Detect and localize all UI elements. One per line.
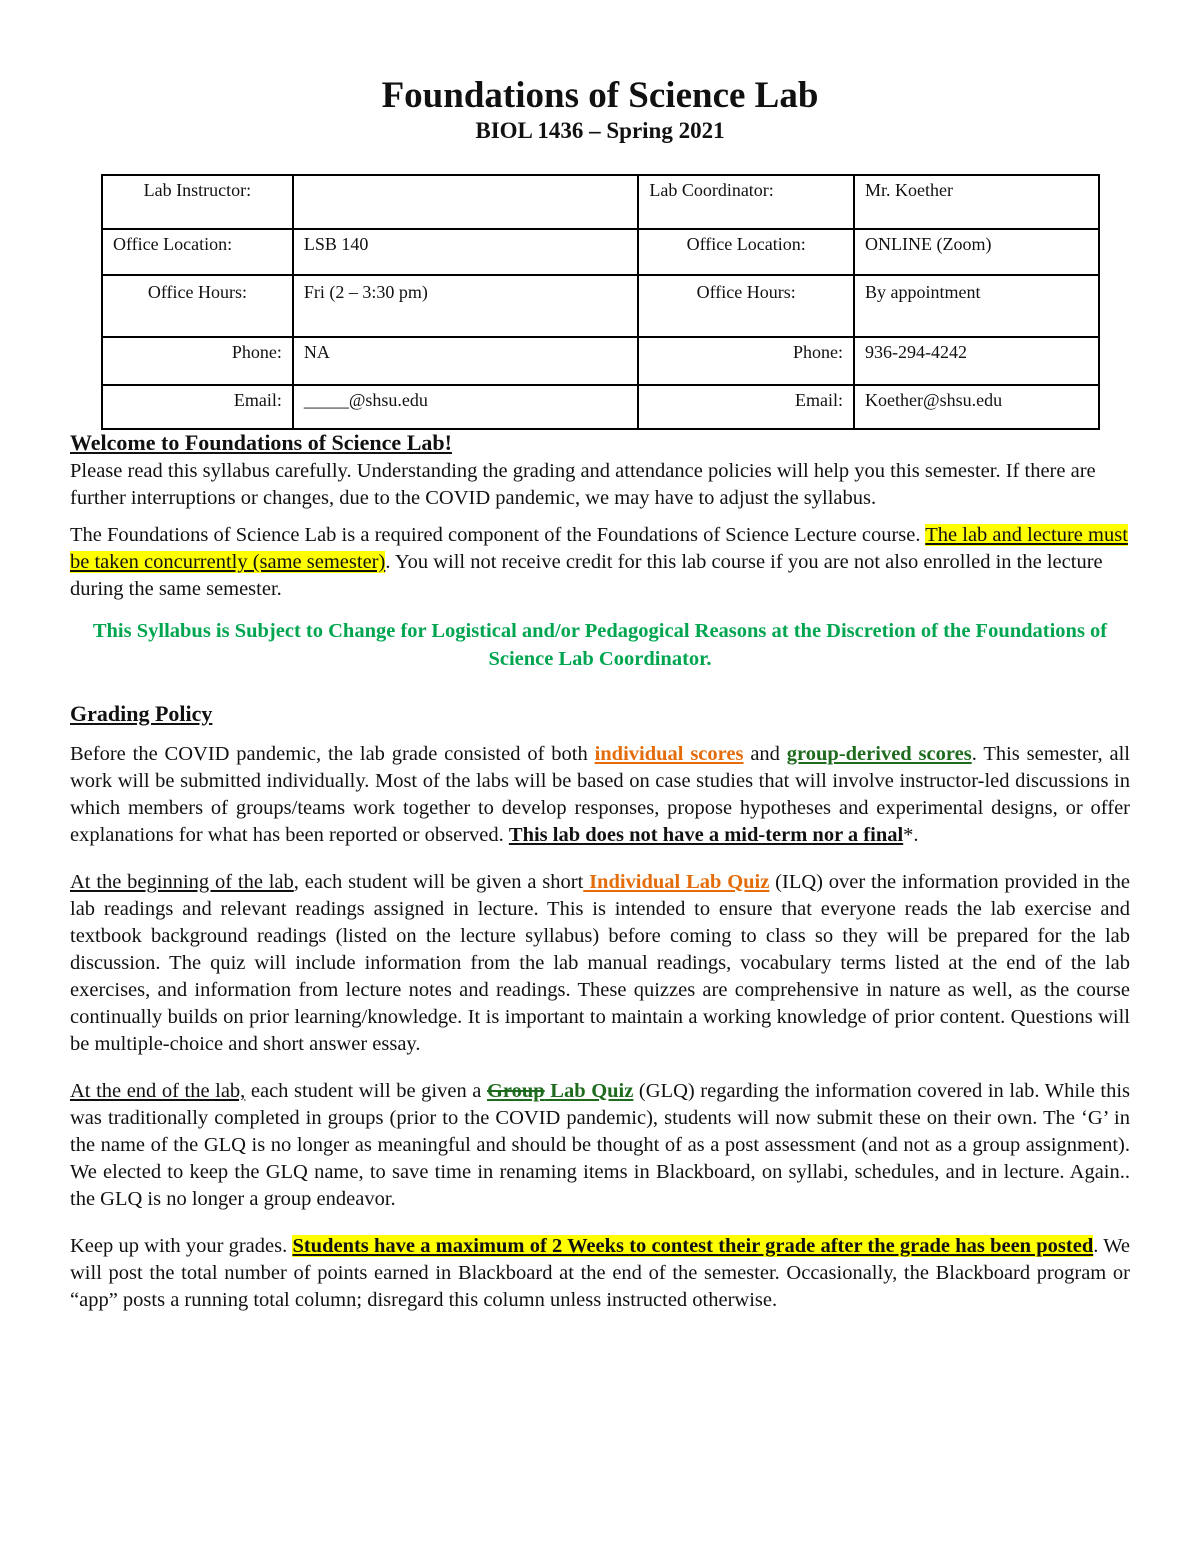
ilq-text: , each student will be given a short [293,871,584,893]
table-row [102,337,1099,385]
office-hours-label: Office Hours: [102,275,293,337]
ilq-text: (ILQ) over the information provided in the lab readings and relevant readings assigned in lecture. This is intended to ensure that everyone reads the lab exercise and textbook background readings (listed on the lecture syllabus) before coming to class so they will be prepared for the lab discussion. The quiz will include information from the lab manual readings, vocabulary terms listed at the end of the lab exercises, and information from lecture notes and readings. These quizzes are comprehensive in nature as well, as the course continually builds on prior learning/knowledge. It is important to maintain a working knowledge of prior content. Questions will be multiple-choice and short answer essay. [70,871,1130,1055]
grades-text: . We will post the total number of points earned in Blackboard at the end of the semester. Occasionally, the Blackboard program or “app” posts a running total column; disregard this column unless instructed otherwise. [70,1235,1131,1311]
contest-deadline-highlight: Students have a maximum of 2 Weeks to contest their grade after the grade has been posted [292,1235,1094,1257]
welcome-heading: Welcome to Foundations of Science Lab! [70,430,452,455]
grades-text: Keep up with your grades. [70,1235,293,1257]
coordinator-email-label: Email: [638,385,854,429]
ilq-term: Individual Lab Quiz [583,871,770,893]
coordinator-phone-value: 936-294-4242 [854,337,1099,385]
individual-scores-term: individual scores [594,743,744,765]
instructor-value [293,175,639,229]
coordinator-office-location-value: ONLINE (Zoom) [854,229,1099,275]
grading-text: . This semester, all work will be submitted individually. Most of the labs will be based on case studies that will involve instructor-led discussions in which members of groups/teams work together to develop responses, propose hypotheses and experimental designs, or offer explanations for what has been reported or observed. [70,743,1130,846]
requirement-text-end: . You will not receive credit for this lab course if you are not also enrolled in the lecture during the same semester. [70,551,1103,600]
coordinator-office-hours-label: Office Hours: [638,275,854,337]
syllabus-body [70,428,1130,1314]
concurrent-highlight: The lab and lecture must be taken concurrently (same semester) [70,524,1128,573]
coordinator-office-location-label: Office Location: [638,229,854,275]
glq-term: Lab Quiz [544,1080,634,1102]
requirement-paragraph [70,522,1130,603]
table-row [102,385,1099,429]
table-row [102,229,1099,275]
change-notice: This Syllabus is Subject to Change for Logistical and/or Pedagogical Reasons at the Discretion of the Foundations of Science Lab Coordinator. [92,620,1108,670]
document-title: Foundations of Science Lab [381,75,819,116]
phone-value: NA [293,337,639,385]
welcome-paragraph: Please read this syllabus carefully. Understanding the grading and attendance policies will help you this semester. If there are further interruptions or changes, due to the COVID pandemic, we may have to adjust the syllabus. [70,460,1096,509]
grading-text: and [743,743,787,765]
group-scores-term: group-derived scores [786,743,972,765]
office-hours-value: Fri (2 – 3:30 pm) [293,275,639,337]
phone-label: Phone: [102,337,293,385]
glq-lead: At the end of the lab, [70,1080,246,1102]
table-row [102,275,1099,337]
coordinator-office-hours-value: By appointment [854,275,1099,337]
instructor-label: Lab Instructor: [102,175,293,229]
glq-text: (GLQ) regarding the information covered in lab. While this was traditionally completed in groups (prior to the COVID pandemic), students will now submit these on their own. The ‘G’ in the name of the GLQ is no longer as meaningful and should be thought of as a post assessment (and not as a group assignment). We elected to keep the GLQ name, to save time in renaming items in Blackboard, on syllabi, schedules, and in lecture. Again.. the GLQ is no longer a group endeavor. [70,1080,1130,1210]
coordinator-phone-label: Phone: [638,337,854,385]
ilq-paragraph [70,869,1130,1058]
course-subtitle: BIOL 1436 – Spring 2021 [475,118,725,143]
no-midterm-notice: This lab does not have a mid-term nor a final [508,824,904,846]
coordinator-label: Lab Coordinator: [638,175,854,229]
table-row [102,175,1099,229]
grading-text: Before the COVID pandemic, the lab grade consisted of both [70,743,595,765]
coordinator-email-value: Koether@shsu.edu [854,385,1099,429]
office-location-value: LSB 140 [293,229,639,275]
grading-text: *. [903,824,919,846]
ilq-lead: At the beginning of the lab [70,871,294,893]
email-value: _____@shsu.edu [293,385,639,429]
glq-text: each student will be given a [245,1080,487,1102]
requirement-text: The Foundations of Science Lab is a required component of the Foundations of Science Lecture course. [70,524,926,546]
email-label: Email: [102,385,293,429]
grading-heading: Grading Policy [70,701,213,726]
office-location-label: Office Location: [102,229,293,275]
coordinator-value: Mr. Koether [854,175,1099,229]
grades-paragraph [70,1233,1130,1314]
grading-paragraph [70,741,1130,849]
glq-paragraph [70,1078,1130,1213]
glq-group-struck: Group [486,1080,545,1102]
contact-table [101,174,1100,430]
